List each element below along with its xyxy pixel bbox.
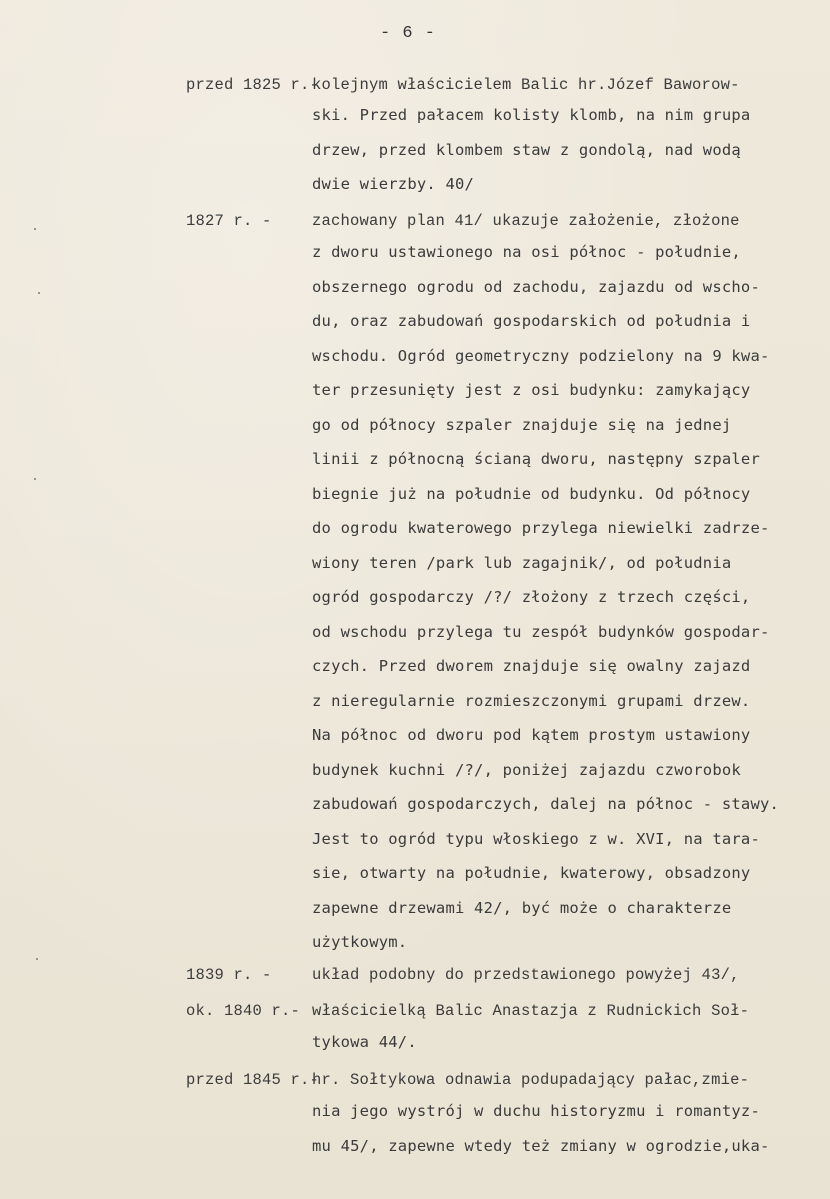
entry-date: 1827 r. -	[186, 212, 272, 230]
entry-date: ok. 1840 r.-	[186, 1002, 301, 1020]
entry-first-line: właścicielką Balic Anastazja z Rudnickich Soł-	[312, 1002, 750, 1020]
page-number: - 6 -	[380, 24, 437, 43]
entry-date: przed 1825 r.-	[186, 76, 320, 94]
paper-speck	[36, 958, 38, 960]
entry-text: ski. Przed pałacem kolisty klomb, na nim grupa drzew, przed klombem staw z gondolą, nad wodą dwie wierzby. 40/	[312, 106, 751, 193]
paper-speck	[34, 478, 36, 480]
entry-date: 1839 r. -	[186, 966, 272, 984]
entry-text: tykowa 44/.	[312, 1033, 417, 1051]
paper-speck	[38, 292, 40, 294]
entry-first-line: kolejnym właścicielem Balic hr.Józef Baworow-	[312, 76, 740, 94]
entry-date: przed 1845 r.-	[186, 1071, 320, 1089]
entry-first-line: zachowany plan 41/ ukazuje założenie, złożone	[312, 212, 740, 230]
entry-text: z dworu ustawionego na osi północ - południe, obszernego ogrodu od zachodu, zajazdu od wscho- du, oraz zabudowań gospodarskich od południa i wschodu. Ogród geometryczny podzielony na 9 kwa- ter przesunięty jest z osi budynku: zamykający go od północy szpaler znajduje się na jednej linii z północną ścianą dworu, następny szpaler biegnie już na południe od budynku. Od północy do ogrodu kwaterowego przylega niewielki zadrze- wiony teren /park lub zagajnik/, od południa ogród gospodarczy /?/ złożony z trzech części, od wschodu przylega tu zespół budynków gospodar- czych. Przed dworem znajduje się owalny zajazd z nieregularnie rozmieszczonymi grupami drzew. Na północ od dworu pod kątem prostym ustawiony budynek kuchni /?/, poniżej zajazdu czworobok zabudowań gospodarczych, dalej na północ - stawy. Jest to ogród typu włoskiego z w. XVI, na tara- sie, otwarty na południe, kwaterowy, obsadzony zapewne drzewami 42/, być może o charakterze użytkowym.	[312, 243, 780, 951]
entry-first-line: hr. Sołtykowa odnawia podupadający pałac,zmie-	[312, 1071, 750, 1089]
entry-first-line: układ podobny do przedstawionego powyżej 43/,	[312, 966, 740, 984]
entry-text: nia jego wystrój w duchu historyzmu i romantyz- mu 45/, zapewne wtedy też zmiany w ogrodzie,uka-	[312, 1102, 770, 1155]
paper-speck	[34, 228, 36, 230]
